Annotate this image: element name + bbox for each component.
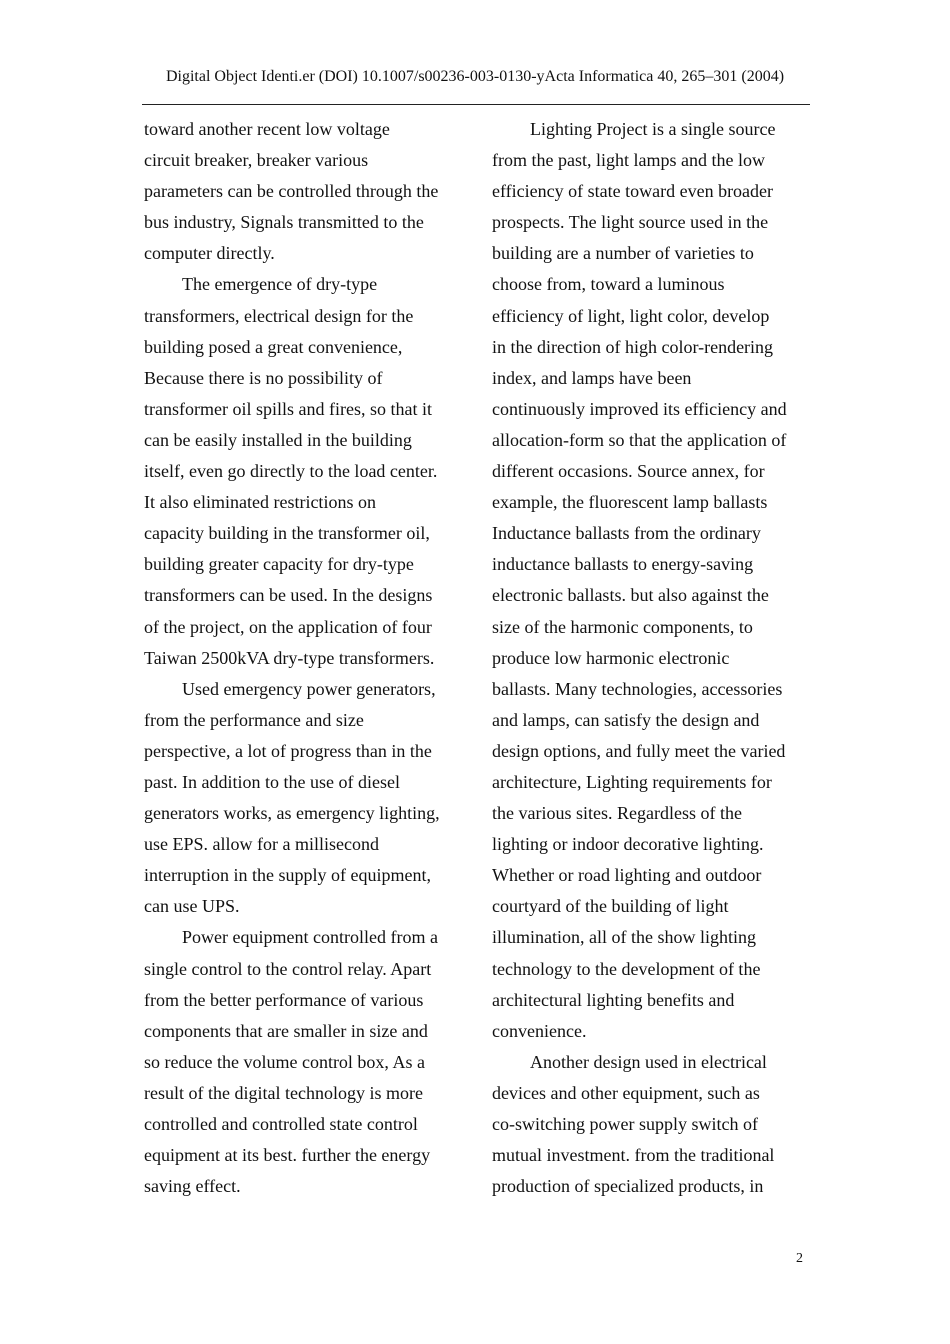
text-line: transformers, electrical design for the	[144, 305, 414, 326]
text-line: capacity building in the transformer oil,	[144, 523, 430, 544]
text-line: continuously improved its efficiency and	[492, 398, 787, 419]
text-line: from the performance and size	[144, 709, 364, 730]
text-line: convenience.	[492, 1020, 587, 1041]
paragraph	[492, 1047, 812, 1202]
text-line: efficiency of state toward even broader	[492, 181, 774, 202]
text-line: bus industry, Signals transmitted to the	[144, 212, 424, 233]
text-line: saving effect.	[144, 1176, 241, 1197]
text-line: circuit breaker, breaker various	[144, 150, 369, 171]
paragraph	[492, 114, 812, 1047]
text-line: from the better performance of various	[144, 989, 424, 1010]
text-line: of the project, on the application of four	[144, 616, 432, 637]
text-line: building posed a great convenience,	[144, 336, 403, 357]
text-line: choose from, toward a luminous	[492, 274, 725, 295]
text-line: Lighting Project is a single source	[530, 119, 776, 139]
text-line: use EPS. allow for a millisecond	[144, 834, 379, 855]
text-line: from the past, light lamps and the low	[492, 150, 765, 171]
paragraph	[144, 114, 464, 269]
text-line: Taiwan 2500kVA dry-type transformers.	[144, 647, 435, 668]
text-line: perspective, a lot of progress than in the	[144, 740, 432, 761]
text-line: equipment at its best. further the energy	[144, 1145, 431, 1166]
text-line: prospects. The light source used in the	[492, 212, 769, 233]
text-line: produce low harmonic electronic	[492, 647, 730, 668]
text-line: production of specialized products, in	[492, 1176, 764, 1197]
header-divider	[142, 104, 810, 105]
text-line: controlled and controlled state control	[144, 1114, 418, 1134]
text-line: allocation-form so that the application of	[492, 429, 787, 450]
text-line: Used emergency power generators,	[182, 678, 436, 699]
text-line: so reduce the volume control box, As a	[144, 1051, 425, 1072]
text-line: different occasions. Source annex, for	[492, 461, 765, 482]
text-line: index, and lamps have been	[492, 367, 692, 388]
text-line: Inductance ballasts from the ordinary	[492, 523, 761, 544]
text-line: example, the fluorescent lamp ballasts	[492, 492, 768, 513]
text-line: The emergence of dry-type	[182, 274, 378, 295]
text-line: single control to the control relay. Apart	[144, 958, 432, 979]
text-line: generators works, as emergency lighting,	[144, 803, 440, 824]
text-line: can use UPS.	[144, 896, 240, 917]
text-line: building greater capacity for dry-type	[144, 554, 414, 575]
text-line: toward another recent low voltage	[144, 119, 390, 139]
text-line: the various sites. Regardless of the	[492, 803, 742, 824]
text-line: Because there is no possibility of	[144, 367, 383, 388]
paragraph	[144, 269, 464, 673]
text-line: size of the harmonic components, to	[492, 616, 753, 637]
text-line: efficiency of light, light color, develop	[492, 305, 770, 326]
text-line: past. In addition to the use of diesel	[144, 771, 400, 792]
text-line: co-switching power supply switch of	[492, 1114, 758, 1134]
text-line: lighting or indoor decorative lighting.	[492, 834, 764, 855]
text-line: itself, even go directly to the load center.	[144, 461, 438, 482]
text-line: transformer oil spills and fires, so that it	[144, 398, 432, 419]
paragraph	[144, 674, 464, 923]
text-line: computer directly.	[144, 243, 275, 264]
text-line: building are a number of varieties to	[492, 243, 754, 264]
text-line: architectural lighting benefits and	[492, 989, 735, 1010]
text-line: components that are smaller in size and	[144, 1020, 428, 1041]
page-number: 2	[796, 1251, 803, 1266]
text-line: illumination, all of the show lighting	[492, 927, 756, 948]
text-line: Whether or road lighting and outdoor	[492, 865, 762, 886]
text-line: courtyard of the building of light	[492, 896, 729, 917]
text-line: ballasts. Many technologies, accessories	[492, 678, 783, 699]
right-column	[492, 114, 812, 1202]
running-header: Digital Object Identi.er (DOI) 10.1007/s00236-003-0130-yActa Informatica 40, 265–301 (2004)	[165, 68, 785, 85]
text-line: in the direction of high color-rendering	[492, 336, 774, 357]
text-line: design options, and fully meet the varied	[492, 740, 786, 761]
text-line: interruption in the supply of equipment,	[144, 865, 431, 886]
text-line: devices and other equipment, such as	[492, 1082, 760, 1103]
text-line: result of the digital technology is more	[144, 1082, 423, 1103]
text-line: can be easily installed in the building	[144, 429, 412, 450]
paragraph	[144, 922, 464, 1202]
left-column	[144, 114, 464, 1202]
text-line: technology to the development of the	[492, 958, 761, 979]
text-line: Another design used in electrical	[530, 1051, 767, 1072]
text-line: inductance ballasts to energy-saving	[492, 554, 754, 575]
text-line: parameters can be controlled through the	[144, 181, 439, 202]
text-line: transformers can be used. In the designs	[144, 585, 433, 606]
text-line: Power equipment controlled from a	[182, 927, 438, 948]
text-line: electronic ballasts. but also against the	[492, 585, 769, 606]
text-line: mutual investment. from the traditional	[492, 1145, 775, 1166]
text-line: It also eliminated restrictions on	[144, 492, 376, 513]
text-line: architecture, Lighting requirements for	[492, 771, 772, 792]
text-line: and lamps, can satisfy the design and	[492, 709, 760, 730]
